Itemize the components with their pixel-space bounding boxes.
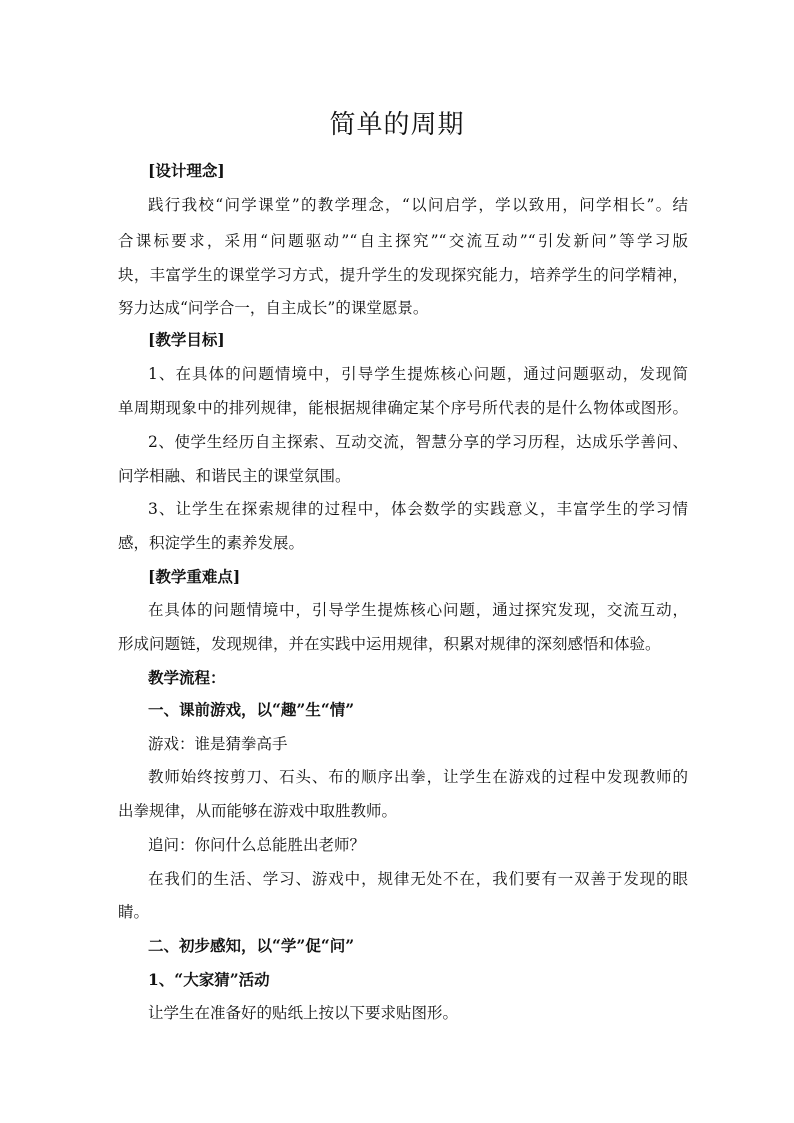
paragraph-line: 践行我校“问学课堂”的教学理念，“以问启学，学以致用，问学相长”。结 [148,196,688,214]
page-title: 简单的周期 [329,110,465,140]
paragraph-line: 3、让学生在探索规律的过程中，体会数学的实践意义，丰富学生的学习情 [148,500,688,518]
section-heading-process: 教学流程： [148,668,226,687]
section-heading-key-points: [教学重难点] [148,567,241,586]
paragraph-line: 努力达成“问学合一，自主成长”的课堂愿景。 [118,299,429,317]
paragraph-line: 问学相融、和谐民主的课堂氛围。 [118,467,351,485]
paragraph-line: 睛。 [118,903,150,921]
paragraph-line: 教师始终按剪刀、石头、布的顺序出拳，让学生在游戏的过程中发现教师的 [148,768,688,786]
section-heading-goals: [教学目标] [148,330,225,349]
paragraph-line: 出拳规律，从而能够在游戏中取胜教师。 [118,802,398,820]
paragraph-line: 游戏：谁是猜拳高手 [148,735,288,753]
part1-heading: 一、课前游戏，以“趣”生“情” [148,700,355,719]
paragraph-line: 合课标要求，采用“问题驱动”“自主探究”“交流互动”“引发新问”等学习版 [118,232,688,250]
part2-heading: 二、初步感知，以“学”促“问” [148,936,355,955]
paragraph-line: 让学生在准备好的贴纸上按以下要求贴图形。 [148,1004,459,1022]
paragraph-line: 形成问题链，发现规律，并在实践中运用规律，积累对规律的深刻感悟和体验。 [118,635,661,653]
paragraph-line: 1、在具体的问题情境中，引导学生提炼核心问题，通过问题驱动，发现简 [148,365,688,383]
part2-sub-heading: 1、“大家猜”活动 [148,970,270,989]
paragraph-line: 块，丰富学生的课堂学习方式，提升学生的发现探究能力，培养学生的问学精神， [118,266,688,284]
paragraph-line: 追问：你问什么总能胜出老师？ [148,836,366,854]
paragraph-line: 在我们的生活、学习、游戏中，规律无处不在，我们要有一双善于发现的眼 [148,870,688,888]
paragraph-line: 2、使学生经历自主探索、互动交流，智慧分享的学习历程，达成乐学善问、 [148,433,688,451]
paragraph-line: 在具体的问题情境中，引导学生提炼核心问题，通过探究发现，交流互动， [148,601,688,619]
paragraph-line: 单周期现象中的排列规律，能根据规律确定某个序号所代表的是什么物体或图形。 [118,399,688,417]
section-heading-design: [设计理念] [148,161,225,180]
paragraph-line: 感，积淀学生的素养发展。 [118,534,305,552]
